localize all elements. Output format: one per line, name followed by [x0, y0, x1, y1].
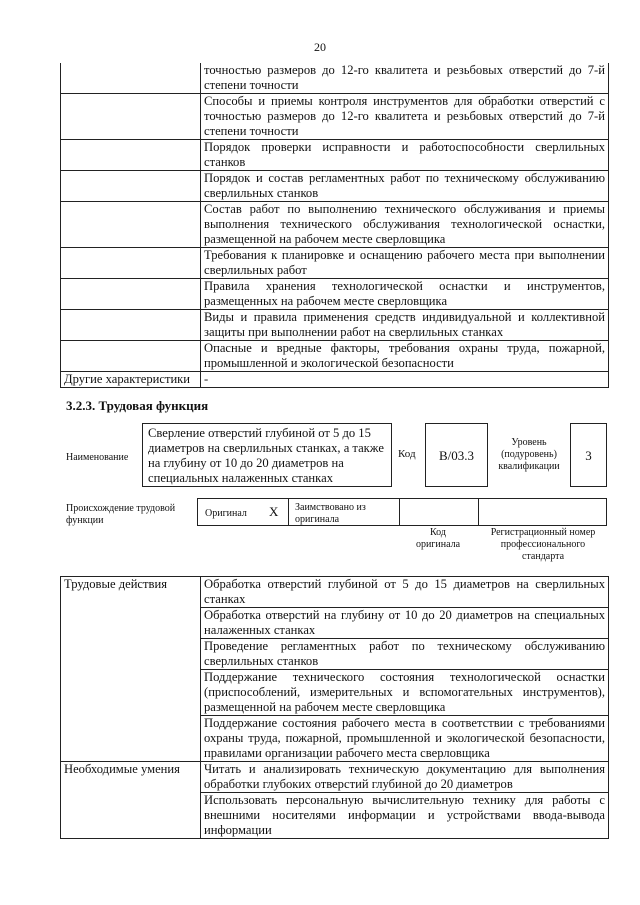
original-label: Оригинал	[205, 508, 247, 519]
table-cell-text: -	[201, 372, 609, 388]
table-cell-label: Необходимые умения	[61, 762, 201, 793]
table-cell-label	[61, 171, 201, 202]
name-label: Наименование	[66, 452, 129, 463]
code-value-box: B/03.3	[425, 423, 488, 487]
table-row	[61, 63, 609, 94]
table-row	[61, 140, 609, 171]
table-cell-text: Состав работ по выполнению технического обслуживания и приемы выполнения технического обслуживания технологической оснастки, размещенной на рабочем месте сверловщика	[201, 202, 609, 248]
table-cell-label	[61, 341, 201, 372]
table-row	[61, 248, 609, 279]
table-cell-text: Обработка отверстий на глубину от 10 до 20 диаметров на специальных налаженных станках	[201, 608, 609, 639]
reg-number-cell	[478, 498, 607, 526]
table-cell-label	[61, 140, 201, 171]
table-cell-text: Требования к планировке и оснащению рабочего места при выполнении сверлильных работ	[201, 248, 609, 279]
table-row	[61, 202, 609, 248]
table-cell-label	[61, 716, 201, 762]
code-label: Код	[398, 448, 416, 460]
table-cell-text: Проведение регламентных работ по техническому обслуживанию сверлильных станков	[201, 639, 609, 670]
page-number: 20	[314, 40, 326, 54]
table-cell-text: Порядок проверки исправности и работоспособности сверлильных станков	[201, 140, 609, 171]
table-row	[61, 762, 609, 793]
table-row	[61, 372, 609, 388]
table-row	[61, 310, 609, 341]
level-label: Уровень (подуровень) квалификации	[498, 437, 560, 472]
table-cell-text: Порядок и состав регламентных работ по техническому обслуживанию сверлильных станков	[201, 171, 609, 202]
origin-code-cell	[399, 498, 479, 526]
original-mark: X	[269, 504, 279, 519]
table-cell-label	[61, 94, 201, 140]
table-cell-label	[61, 202, 201, 248]
table-cell-label	[61, 248, 201, 279]
table-cell-label: Другие характеристики	[61, 372, 201, 388]
table-row	[61, 670, 609, 716]
table-row	[61, 341, 609, 372]
table-row	[61, 793, 609, 839]
table-cell-text: Поддержание состояния рабочего места в соответствии с требованиями охраны труда, пожарной, промышленной и экологической безопасности, правилами организации рабочего места сверловщика	[201, 716, 609, 762]
function-title-box: Сверление отверстий глубиной от 5 до 15 диаметров на сверлильных станках, а также на глубину от 10 до 20 диаметров на специальных налаженных станках	[142, 423, 392, 487]
origin-code-label: Код оригинала	[415, 527, 461, 550]
knowledge-table	[60, 63, 609, 388]
origin-label: Происхождение трудовой функции	[66, 503, 176, 526]
table-cell-text: Виды и правила применения средств индивидуальной и коллективной защиты при выполнении работ на сверлильных станках	[201, 310, 609, 341]
reg-number-label: Регистрационный номер профессионального стандарта	[490, 527, 596, 562]
work-actions-table	[60, 576, 609, 839]
table-cell-label: Трудовые действия	[61, 577, 201, 608]
table-row	[61, 716, 609, 762]
section-heading: 3.2.3. Трудовая функция	[66, 398, 209, 413]
table-cell-label	[61, 279, 201, 310]
table-cell-label	[61, 608, 201, 639]
borrowed-label: Заимствовано из оригинала	[295, 502, 366, 525]
table-cell-text: точностью размеров до 12-го квалитета и резьбовых отверстий до 7-й степени точности	[201, 63, 609, 94]
original-cell	[197, 498, 289, 526]
table-row	[61, 577, 609, 608]
table-cell-text: Способы и приемы контроля инструментов для обработки отверстий с точностью размеров до 12-го квалитета и резьбовых отверстий до 7-й степени точности	[201, 94, 609, 140]
table-cell-label	[61, 310, 201, 341]
table-row	[61, 279, 609, 310]
level-value-box: 3	[570, 423, 607, 487]
table-row	[61, 608, 609, 639]
table-cell-text: Опасные и вредные факторы, требования охраны труда, пожарной, промышленной и экологической безопасности	[201, 341, 609, 372]
table-cell-text: Правила хранения технологической оснастки и инструментов, размещенных на рабочем месте сверловщика	[201, 279, 609, 310]
table-row	[61, 94, 609, 140]
table-row	[61, 639, 609, 670]
table-cell-text: Использовать персональную вычислительную технику для работы с внешними носителями информации и устройствами ввода-вывода информации	[201, 793, 609, 839]
table-cell-text: Поддержание технического состояния технологической оснастки (приспособлений, измерительных и вспомогательных инструментов), размещенной на рабочем месте сверловщика	[201, 670, 609, 716]
table-cell-label	[61, 793, 201, 839]
table-cell-label	[61, 670, 201, 716]
borrowed-cell	[288, 498, 400, 526]
table-cell-label	[61, 63, 201, 94]
table-cell-text: Обработка отверстий глубиной от 5 до 15 диаметров на сверлильных станках	[201, 577, 609, 608]
table-row	[61, 171, 609, 202]
table-cell-label	[61, 639, 201, 670]
table-cell-text: Читать и анализировать техническую документацию для выполнения обработки глубоких отверстий глубиной до 20 диаметров	[201, 762, 609, 793]
